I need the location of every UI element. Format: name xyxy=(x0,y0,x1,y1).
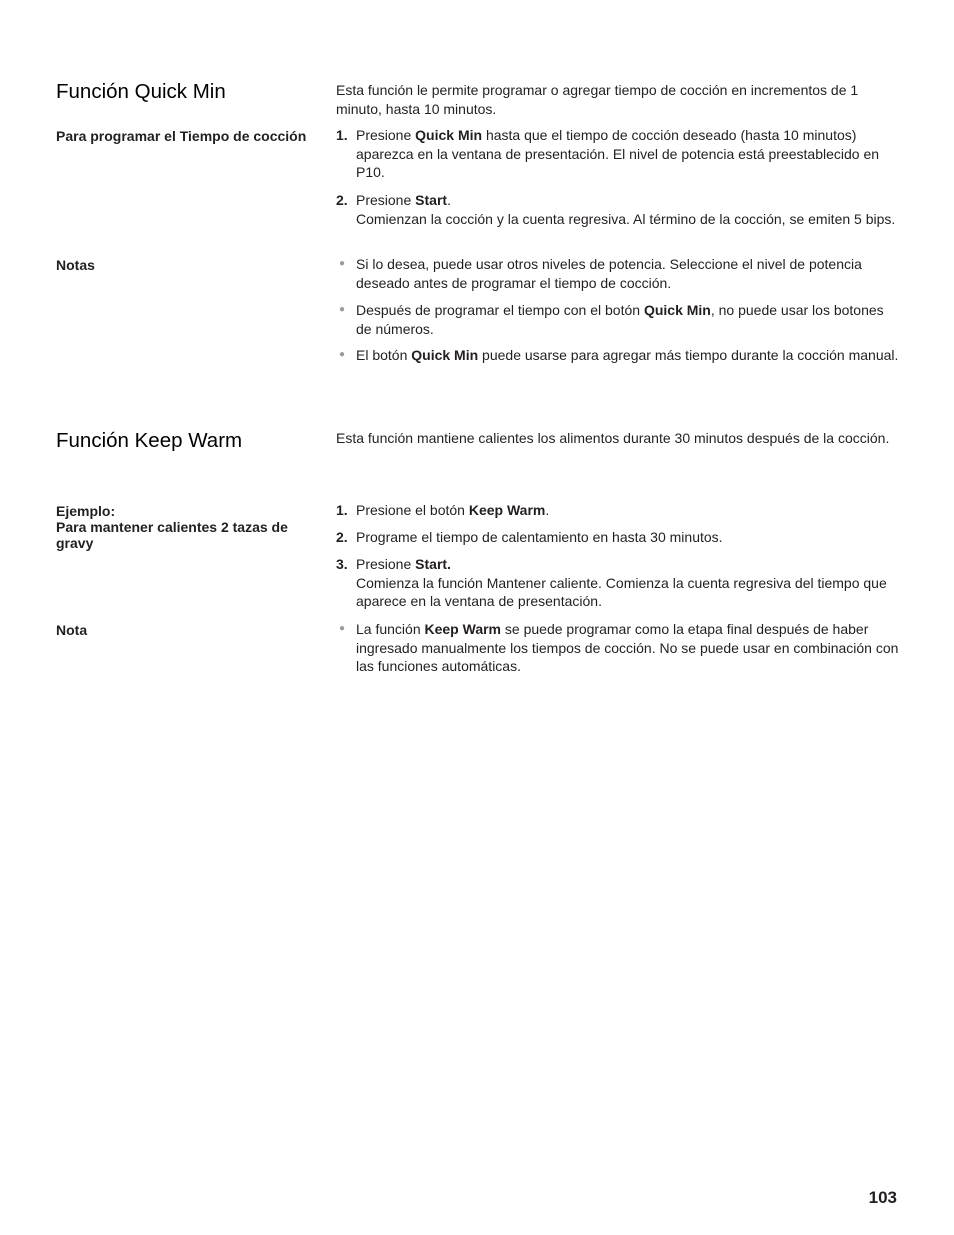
step-number: 2. xyxy=(336,529,348,545)
section-heading-quick-min: Función Quick Min xyxy=(56,80,226,103)
bullet-icon: ● xyxy=(339,304,346,315)
bullet-icon: ● xyxy=(339,349,346,360)
list-item xyxy=(336,301,901,338)
note-text: Después de programar el tiempo con el botón xyxy=(356,302,644,318)
step-number: 1. xyxy=(336,127,348,143)
note-key: Quick Min xyxy=(411,347,479,363)
step-key: Keep Warm xyxy=(468,502,546,518)
step-key: Start xyxy=(415,192,448,208)
note-text: , no puede usar los botones de números. xyxy=(356,302,884,337)
note-text: Si lo desea, puede usar otros niveles de potencia. Seleccione el nivel de potencia deseado antes de programar el tiempo de cocción. xyxy=(356,256,862,291)
step-text: . xyxy=(447,192,451,208)
note-text: La función xyxy=(356,621,425,637)
step-number: 3. xyxy=(336,556,348,572)
step-text: Presione xyxy=(356,192,416,208)
step-text: Presione xyxy=(356,556,416,572)
list-item xyxy=(336,346,901,365)
list-item xyxy=(336,255,901,292)
step-text: . xyxy=(545,502,550,518)
note-key: Keep Warm xyxy=(424,621,502,637)
step-key: Start. xyxy=(415,556,451,572)
step-text: Programe el tiempo de calentamiento en hasta 30 minutos. xyxy=(356,529,723,545)
step-text: hasta que el tiempo de cocción deseado (hasta 10 minutos) aparezca en la ventana de presentación. El nivel de potencia está preestablecido en P10. xyxy=(356,127,880,180)
step-detail: Comienza la función Mantener caliente. Comienza la cuenta regresiva del tiempo que aparece en la ventana de presentación. xyxy=(356,574,887,609)
step-text: Presione el botón xyxy=(356,502,469,518)
bullet-icon: ● xyxy=(339,623,346,634)
note-text: El botón xyxy=(356,347,412,363)
section-heading-keep-warm: Función Keep Warm xyxy=(56,429,243,452)
program-cook-time-label: Para programar el Tiempo de cocción xyxy=(56,128,307,144)
step-detail: Comienzan la cocción y la cuenta regresiva. Al término de la cocción, se emiten 5 bips. xyxy=(356,210,896,227)
list-item xyxy=(336,126,901,182)
step-key: Quick Min xyxy=(415,127,483,143)
list-item xyxy=(336,191,901,228)
note-text: se puede programar como la etapa final después de haber ingresado manualmente los tiempos de cocción. No se puede usar en combinación con las funciones automáticas. xyxy=(356,621,899,674)
notes-label: Notas xyxy=(56,257,95,273)
list-item xyxy=(336,620,901,676)
note-key: Quick Min xyxy=(643,302,711,318)
step-number: 2. xyxy=(336,192,348,208)
quick-min-intro: Esta función le permite programar o agregar tiempo de cocción en incrementos de 1 minuto, hasta 10 minutos. xyxy=(336,82,859,117)
page-number: 103 xyxy=(868,1188,897,1207)
keep-warm-intro: Esta función mantiene calientes los alimentos durante 30 minutos después de la cocción. xyxy=(336,430,890,446)
step-text: Presione xyxy=(356,127,416,143)
example-description: Para mantener calientes 2 tazas de gravy xyxy=(56,519,288,551)
note-label: Nota xyxy=(56,622,88,638)
example-label xyxy=(56,503,321,551)
note-text: puede usarse para agregar más tiempo durante la cocción manual. xyxy=(478,347,899,363)
example-title: Ejemplo: xyxy=(56,503,116,519)
step-number: 1. xyxy=(336,502,348,518)
bullet-icon: ● xyxy=(339,258,346,269)
list-item xyxy=(336,555,901,611)
list-item xyxy=(336,501,901,520)
list-item xyxy=(336,528,901,547)
